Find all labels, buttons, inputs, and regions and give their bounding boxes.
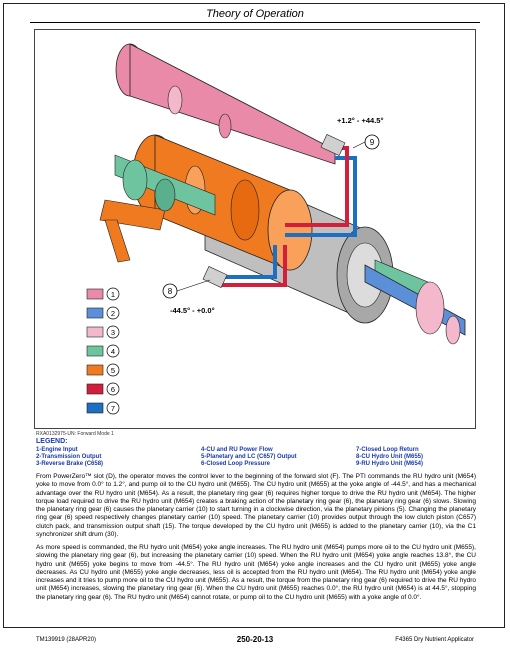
swatch-7 [87, 403, 103, 413]
page-title: Theory of Operation [206, 8, 304, 20]
swatch-3-label: 3 [110, 328, 116, 337]
legend-title: LEGEND: [36, 438, 68, 445]
legend-item: 5-Planetary and LC (C657) Output [201, 454, 297, 460]
footer-page-number: 250-20-13 [236, 635, 274, 644]
swatch-1 [87, 289, 103, 299]
transmission-figure [34, 29, 476, 429]
callout-8: 8 [167, 287, 173, 296]
legend-item: 4-CU and RU Power Flow [201, 447, 273, 453]
callout-8-leader [177, 280, 210, 291]
body-paragraph-1: From PowerZero™ slot (D), the operator moves the control lever to the beginning of the forward slot (F). The PTI commands the RU hydro unit (M654) yoke to move from 0.0° to 1.2°, and pump oil to the CU hydro unit (M655). The CU hydro unit (M655) at the yoke angle of -44.5°, and has a mechanical advantage over the RU hydro unit (M654). As a result, the planetary ring gear (6) requires higher torque to drive the RU hydro unit (M654). The higher torque load required to drive the RU hydro unit (M654) creates a braking action of the planetary ring gear (6), the planetary ring gear (6) slows. Slowing the planetary ring gear (6) causes the planetary carrier (10) to start turning in a clockwise direction, via the planetary pinions (5). Changing the planetary ring gear (6) speed respectively changes planetary carrier (10) speed. The planetary carrier (10) provides output through the low clutch piston (C657) clutch pack, and transmission output shaft (15). The torque developed by the CU hydro unit (M655) is added to the planetary carrier (10), via the C1 synchronizer shift drum (30). [36, 473, 476, 539]
swatch-3 [87, 327, 103, 337]
swatch-2 [87, 308, 103, 318]
callout-9-leader [353, 142, 365, 148]
angle-bottom-label: -44.5° - +0.0° [170, 306, 215, 315]
callout-9: 9 [369, 138, 375, 147]
swatch-2-label: 2 [110, 309, 116, 318]
swatch-4-label: 4 [110, 347, 116, 356]
legend-item: 9-RU Hydro Unit (M654) [356, 461, 424, 467]
legend-item: 8-CU Hydro Unit (M655) [356, 454, 424, 460]
footer-doc-id: TM139919 (28APR20) [36, 637, 97, 643]
legend-item: 2-Transmission Output [36, 454, 102, 460]
swatch-6-label: 6 [110, 385, 116, 394]
color-legend [87, 288, 119, 414]
legend-item: 3-Reverse Brake (C658) [36, 461, 104, 467]
legend-item: 7-Closed Loop Return [356, 447, 419, 453]
swatch-5 [87, 365, 103, 375]
legend-item: 6-Closed Loop Pressure [201, 461, 271, 467]
swatch-1-label: 1 [110, 290, 116, 299]
body-paragraph-2: As more speed is commanded, the RU hydro unit (M654) yoke angle increases. The RU hydro unit (M654) pumps more oil to the CU hydro unit (M655), slowing the planetary ring gear (6), but increasing the planetary carrier (10) speed. When the RU hydro unit (M654) yoke angle reaches 13.8°, the CU hydro unit (M655) yoke begins to move from -44.5°. The RU hydro unit (M654) yoke angle increases and the CU hydro unit (M655) yoke angle decreases. As CU hydro unit (M655) yoke angle decreases, less oil is accepted from the RU hydro unit (M654). The RU hydro unit (M654) yoke angle increases and it tries to pump more oil to the CU hydro unit (M655). As a result, the torque from the planetary ring gear (6) required to drive the RU hydro unit (M654) increases, slowing the planetary ring gear (6). When the CU hydro unit (M655) reaches 0.0°, the RU hydro unit (M654) is at 44.5°, stopping the planetary ring gear (6). The RU hydro unit (M654) cannot rotate, or pump oil to the CU hydro unit (M655) with a yoke angle of 0.0°. [36, 544, 476, 601]
swatch-7-label: 7 [110, 404, 116, 413]
transmission-illustration [35, 30, 476, 429]
footer-product: F4365 Dry Nutrient Applicator [395, 637, 474, 643]
legend-grid [36, 447, 476, 467]
swatch-4 [87, 346, 103, 356]
swatch-5-label: 5 [110, 366, 116, 375]
header-rule [30, 22, 480, 23]
angle-top-label: +1.2° - +44.5° [337, 116, 384, 125]
legend-item: 1-Engine Input [36, 447, 78, 453]
figure-id: RXA0132975-UN: Forward Mode 1 [36, 431, 114, 437]
swatch-6 [87, 384, 103, 394]
